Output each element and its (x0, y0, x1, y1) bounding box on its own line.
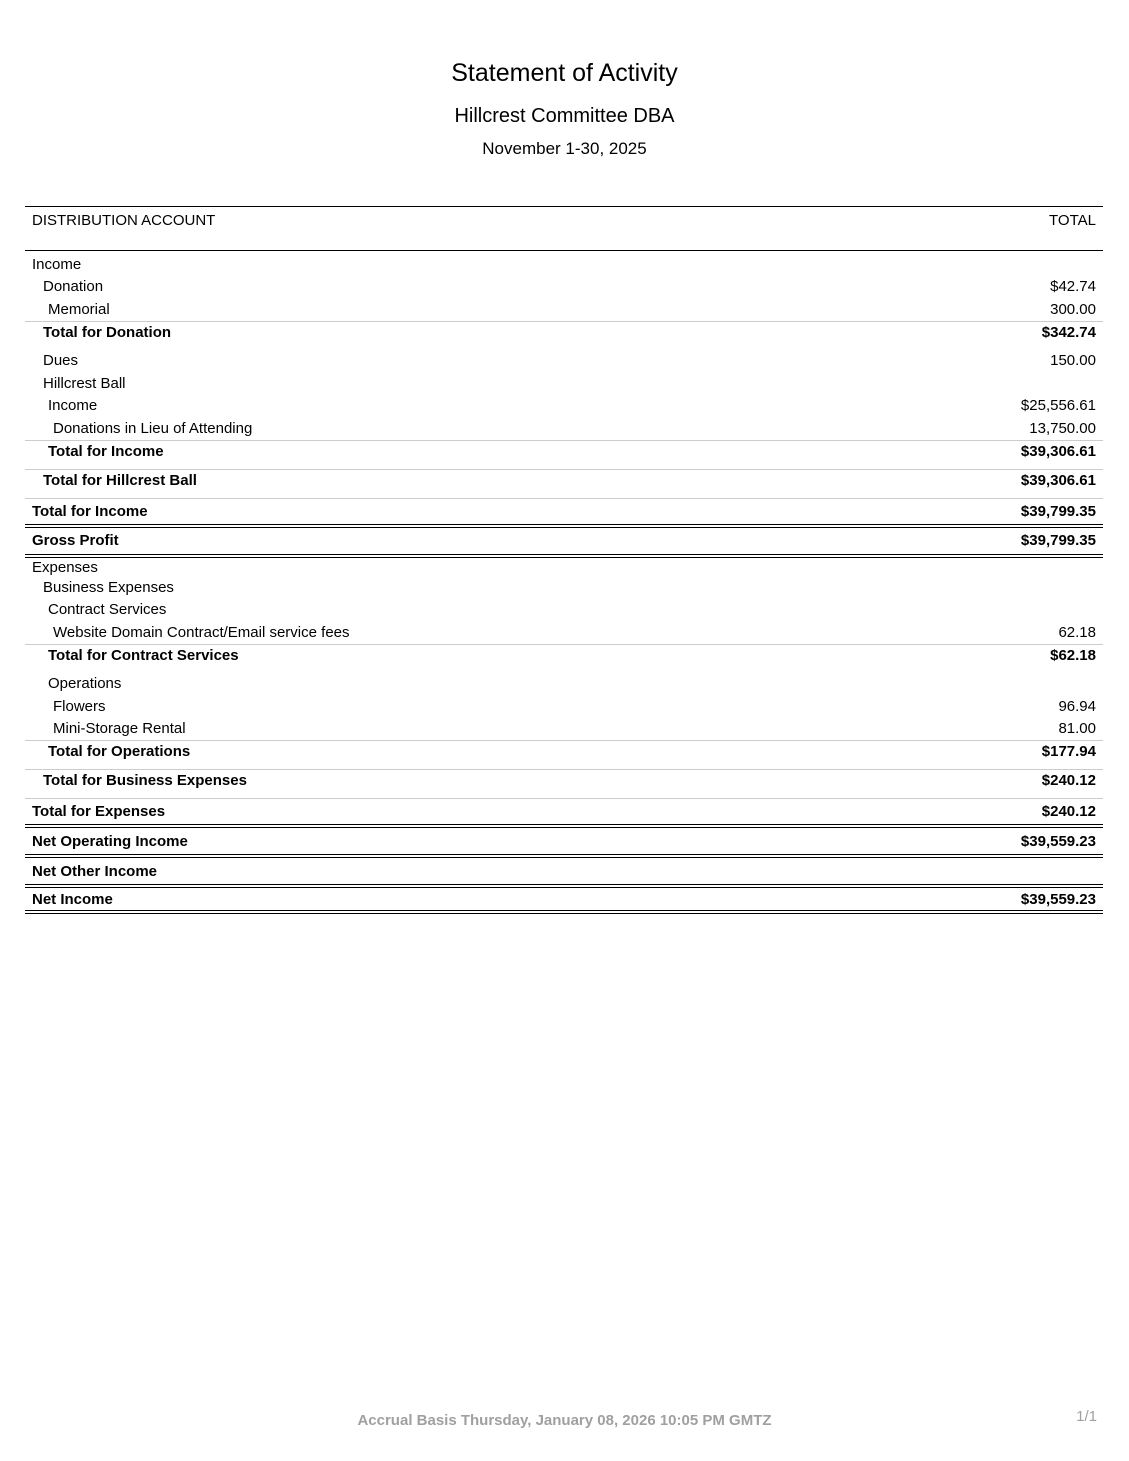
account-label: Gross Profit (32, 532, 119, 549)
account-label: Expenses (32, 559, 98, 577)
account-label: Total for Business Expenses (43, 772, 247, 789)
amount: $62.18 (1050, 646, 1096, 664)
net-other-income-row (25, 854, 1103, 884)
net-operating-income-row (25, 824, 1103, 854)
account-label: Total for Income (48, 442, 164, 460)
income-section-row (25, 253, 1103, 276)
account-label: Total for Operations (48, 743, 191, 760)
account-label: Net Income (32, 890, 113, 908)
amount: $39,559.23 (1020, 890, 1096, 908)
account-label: Income (48, 397, 98, 415)
account-label: Memorial (48, 300, 110, 318)
account-label: Contract Services (48, 601, 167, 619)
account-label: Website Domain Contract/Email service fees (53, 623, 350, 641)
company-name: Hillcrest Committee DBA (454, 105, 675, 127)
website-fees-row (25, 621, 1103, 644)
account-label: Flowers (53, 697, 106, 715)
amount: $39,559.23 (1020, 832, 1096, 850)
donations-lieu-row (25, 417, 1103, 440)
amount: $39,306.61 (1020, 442, 1096, 460)
account-label: Donation (43, 278, 104, 296)
memorial-row (25, 298, 1103, 321)
business-expenses-row (25, 576, 1103, 599)
account-label: Total for Hillcrest Ball (43, 471, 197, 489)
account-label: Net Operating Income (32, 832, 188, 850)
hillcrest-ball-row (25, 372, 1103, 395)
amount: $240.12 (1041, 803, 1096, 820)
amount: $39,799.35 (1020, 532, 1096, 549)
total-ball-income-row (25, 440, 1103, 462)
amount: 62.18 (1058, 623, 1096, 641)
column-header-row (25, 206, 1103, 251)
page-number: 1/1 (1076, 1408, 1097, 1425)
report-footer: Accrual Basis Thursday, January 08, 2026 10:05 PM GMTZ (357, 1412, 772, 1429)
account-label: Total for Contract Services (48, 646, 239, 664)
contract-services-row (25, 599, 1103, 622)
amount: $240.12 (1041, 772, 1096, 789)
amount: $42.74 (1050, 278, 1096, 296)
total-operations-row (25, 740, 1103, 762)
account-label: Total for Donation (43, 323, 172, 341)
account-label: Dues (43, 352, 79, 370)
amount: $39,799.35 (1020, 502, 1096, 520)
report-title: Statement of Activity (451, 59, 678, 87)
flowers-row (25, 695, 1103, 718)
activity-table (25, 206, 1103, 914)
dues-row (25, 350, 1103, 373)
account-label: Hillcrest Ball (43, 374, 126, 392)
amount: 13,750.00 (1029, 419, 1096, 437)
total-donation-row (25, 321, 1103, 343)
total-contract-services-row (25, 644, 1103, 666)
operations-row (25, 673, 1103, 696)
account-label: Operations (48, 675, 122, 693)
account-label: Business Expenses (43, 578, 174, 596)
total-hillcrest-ball-row (25, 469, 1103, 491)
expenses-section-row (25, 554, 1103, 577)
net-income-row (25, 884, 1103, 914)
ball-income-row (25, 395, 1103, 418)
amount: 81.00 (1058, 720, 1096, 738)
account-label: Mini-Storage Rental (53, 720, 186, 738)
amount: 300.00 (1050, 300, 1096, 318)
amount: 150.00 (1050, 352, 1096, 370)
account-label: Total for Expenses (32, 803, 166, 820)
account-column-header: DISTRIBUTION ACCOUNT (32, 212, 216, 229)
account-label: Donations in Lieu of Attending (53, 419, 253, 437)
amount: $342.74 (1041, 323, 1096, 341)
total-income-row (25, 498, 1103, 524)
mini-storage-row (25, 718, 1103, 741)
total-expenses-row (25, 798, 1103, 824)
amount: 96.94 (1058, 697, 1096, 715)
donation-row (25, 276, 1103, 299)
account-label: Total for Income (32, 502, 148, 520)
gross-profit-row (25, 524, 1103, 554)
amount: $177.94 (1041, 743, 1096, 760)
amount: $25,556.61 (1020, 397, 1096, 415)
total-column-header: TOTAL (1049, 212, 1096, 229)
account-label: Income (32, 255, 82, 273)
account-label: Net Other Income (32, 862, 158, 880)
report-period: November 1-30, 2025 (482, 139, 647, 158)
amount: $39,306.61 (1020, 471, 1096, 489)
total-business-expenses-row (25, 769, 1103, 791)
